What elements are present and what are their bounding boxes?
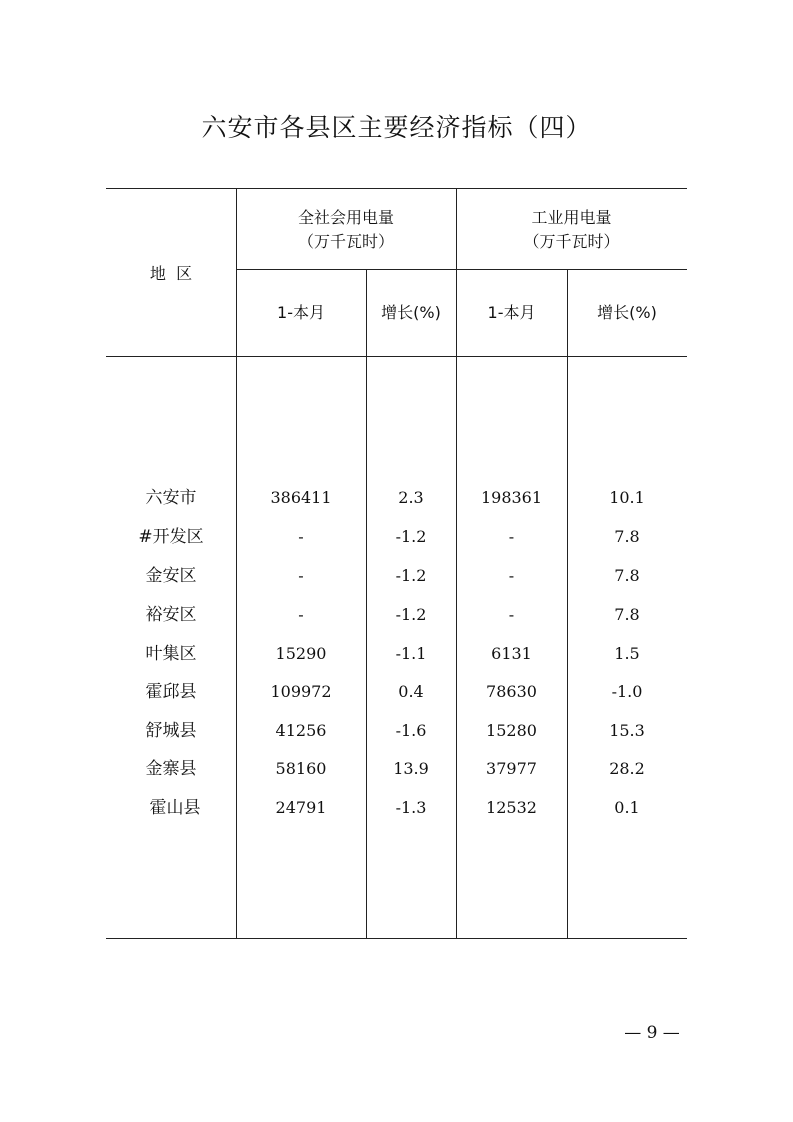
group-unit: （万千瓦时）: [523, 232, 620, 251]
total-ytd-cell: 109972: [270, 682, 332, 701]
total-ytd-cell: -: [298, 527, 304, 546]
total-growth-cell: -1.2: [395, 527, 427, 546]
ind-ytd-cell: 6131: [491, 644, 532, 663]
total-growth-cell: -1.6: [395, 721, 427, 740]
subheader-ytd: 1-本月: [277, 303, 325, 322]
subheader-growth: 增长(%): [597, 303, 657, 322]
subheader-growth: 增长(%): [381, 303, 441, 322]
ind-ytd-cell: -: [508, 566, 515, 585]
ind-ytd-cell: 12532: [486, 798, 537, 817]
total-ytd-cell: 386411: [270, 488, 332, 507]
column-divider: [567, 269, 568, 939]
column-divider: [366, 269, 367, 939]
group-unit: （万千瓦时）: [297, 232, 394, 251]
region-cell: #开发区: [138, 527, 204, 547]
total-growth-cell: 0.4: [398, 682, 424, 701]
ind-growth-cell: 0.1: [614, 798, 640, 817]
group-header-total: [236, 206, 456, 254]
total-growth-cell: -1.3: [395, 798, 427, 817]
region-cell: 金安区: [145, 566, 197, 586]
group-header-industrial: [456, 206, 687, 254]
ind-growth-cell: 10.1: [609, 488, 645, 507]
ind-growth-cell: 7.8: [614, 605, 640, 624]
region-cell: 舒城县: [145, 721, 197, 741]
ind-growth-cell: 7.8: [614, 566, 640, 585]
ind-ytd-cell: 37977: [486, 759, 537, 778]
ind-ytd-cell: 198361: [480, 488, 543, 507]
region-cell: 叶集区: [145, 644, 197, 664]
total-ytd-cell: -: [298, 605, 304, 624]
region-cell: 金寨县: [145, 759, 197, 779]
table-top-rule: [106, 188, 687, 189]
region-cell: 裕安区: [145, 605, 197, 625]
total-ytd-cell: 24791: [275, 798, 327, 817]
table-bottom-rule: [106, 938, 687, 939]
header-bottom-rule: [106, 356, 687, 357]
total-ytd-cell: 41256: [275, 721, 327, 740]
total-growth-cell: -1.1: [395, 644, 427, 663]
ind-growth-cell: -1.0: [611, 682, 643, 701]
ind-ytd-cell: -: [508, 605, 515, 624]
total-growth-cell: -1.2: [395, 605, 427, 624]
group-title: 全社会用电量: [297, 208, 394, 227]
header-group-rule: [236, 269, 687, 270]
ind-ytd-cell: 78630: [486, 682, 537, 701]
subheader-ytd: 1-本月: [487, 303, 536, 322]
region-cell: 六安市: [145, 488, 197, 508]
region-cell: 霍山县: [149, 798, 201, 818]
region-header: 地 区: [149, 264, 193, 283]
total-growth-cell: 2.3: [398, 488, 424, 507]
total-ytd-cell: 15290: [275, 644, 327, 663]
group-title: 工业用电量: [531, 208, 612, 227]
ind-ytd-cell: 15280: [486, 721, 537, 740]
total-ytd-cell: -: [298, 566, 304, 585]
page-title: 六安市各县区主要经济指标（四）: [201, 113, 592, 142]
ind-growth-cell: 7.8: [614, 527, 640, 546]
ind-growth-cell: 1.5: [614, 644, 640, 663]
total-ytd-cell: 58160: [275, 759, 327, 778]
page-number: — 9 —: [624, 1023, 680, 1043]
ind-growth-cell: 28.2: [609, 759, 645, 778]
total-growth-cell: -1.2: [395, 566, 427, 585]
ind-ytd-cell: -: [508, 527, 515, 546]
region-cell: 霍邱县: [145, 682, 197, 702]
ind-growth-cell: 15.3: [609, 721, 645, 740]
total-growth-cell: 13.9: [393, 759, 429, 778]
